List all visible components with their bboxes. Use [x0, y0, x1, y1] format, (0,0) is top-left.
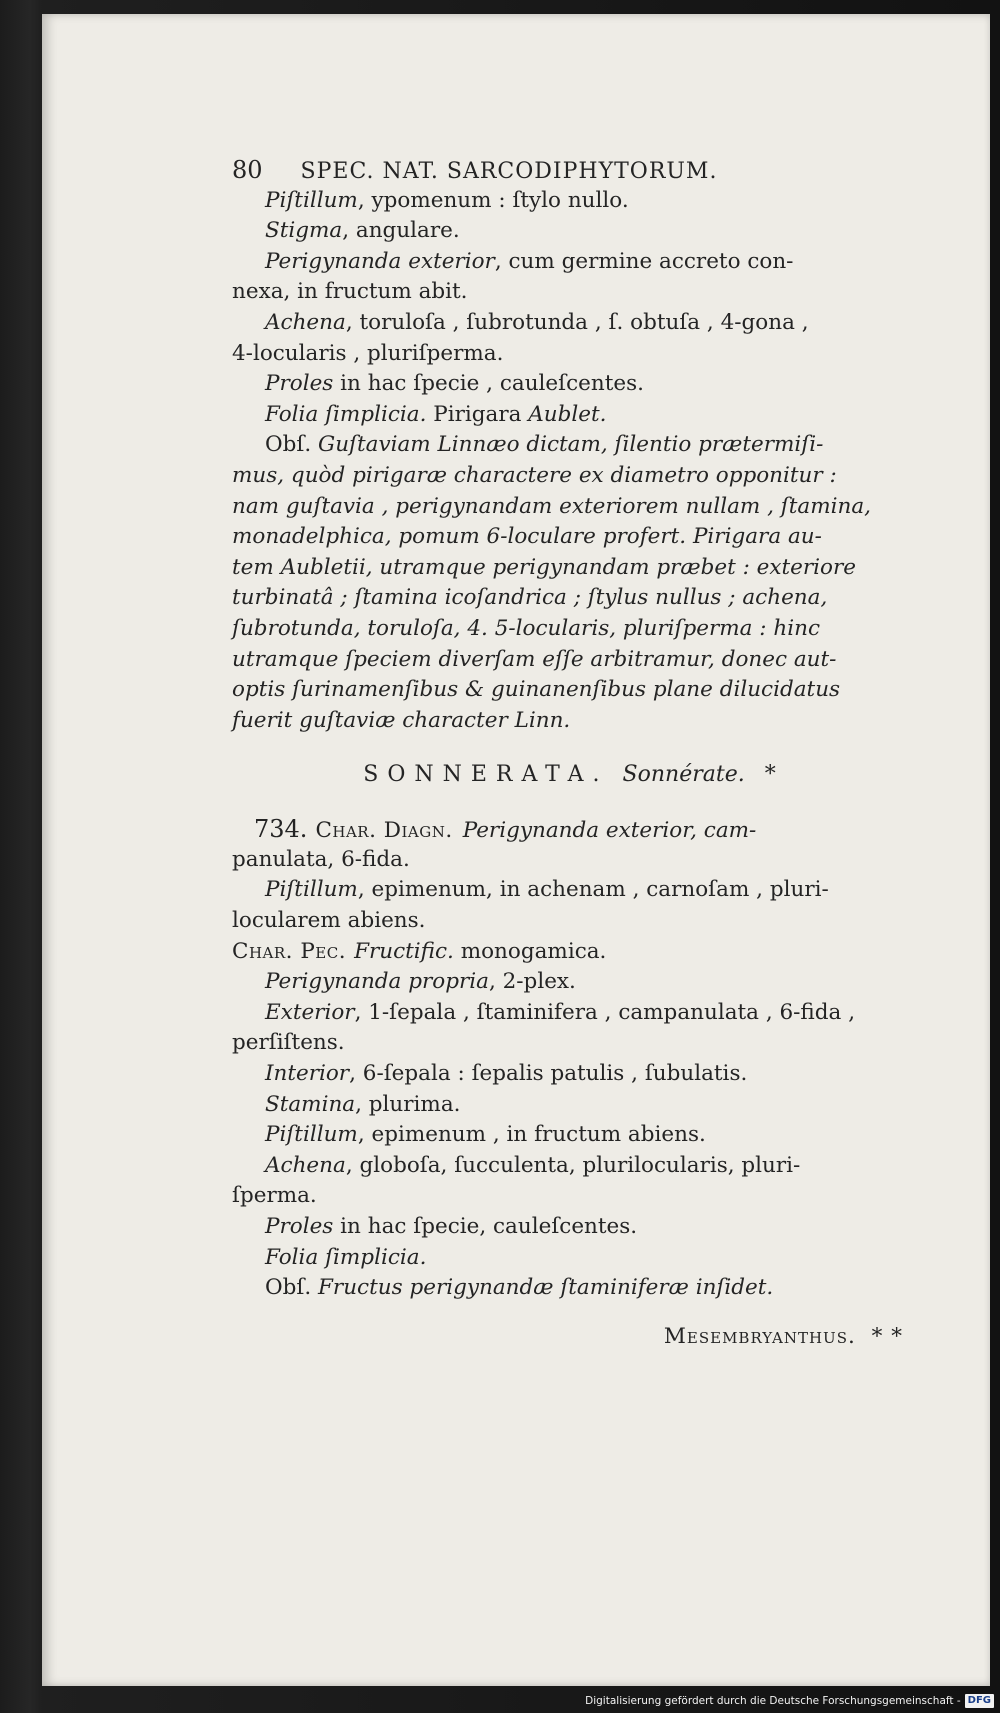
text-line: ſperma. — [232, 1183, 317, 1209]
next-genus-name: Mesembryanthus. — [663, 1323, 856, 1349]
obs-text: mus, quòd pirigaræ charactere ex diametro opponitur : — [232, 462, 837, 488]
term: Interior — [265, 1061, 350, 1087]
char-pec: Char. Pec. — [232, 938, 347, 964]
obs-text: turbinatâ ; ſtamina icoſandrica ; ſtylus nullus ; achena, — [232, 585, 828, 611]
obs-text: nam guſtavia , perigynandam exteriorem nullam , ſtamina, — [232, 493, 871, 519]
term: Folia ſimplicia. — [265, 1244, 427, 1270]
obs-text: optis ſurinamenſibus & guinanenſibus plane dilucidatus — [232, 677, 841, 703]
text: in hac ſpecie, cauleſcentes. — [333, 1214, 638, 1239]
text: , globoſa, ſucculenta, plurilocularis, pluri- — [345, 1152, 801, 1178]
digitization-footer — [580, 1692, 994, 1710]
term: Perigynanda exterior — [265, 248, 495, 274]
text: , toruloſa , ſubrotunda , ſ. obtuſa , 4-gona , — [345, 309, 809, 335]
obs-text: Guſtaviam Linnæo dictam, ſilentio prætermiſi- — [318, 432, 824, 458]
text: , epimenum, in achenam , carnoſam , pluri- — [357, 877, 829, 903]
obs-label: Obſ. — [265, 432, 319, 458]
next-genus-marks: * * — [871, 1323, 903, 1349]
text: , ypomenum : ſtylo nullo. — [357, 187, 629, 213]
next-genus — [232, 1322, 907, 1353]
term: Folia ſimplicia. — [265, 401, 427, 427]
term: Piſtillum — [265, 877, 358, 903]
term: Proles — [265, 371, 334, 397]
obs-label: Obſ. — [265, 1275, 319, 1301]
obs-text: monadelphica, pomum 6-loculare profert. Pirigara au- — [232, 524, 822, 550]
term: Proles — [265, 1214, 334, 1239]
genus-name: SONNERATA. — [363, 762, 609, 788]
obs-text: Fructus perigynandæ ſtaminiferæ inſidet. — [318, 1275, 774, 1301]
text: in hac ſpecie , cauleſcentes. — [333, 371, 644, 397]
text: , epimenum , in fructum abiens. — [357, 1122, 706, 1148]
running-title: SPEC. NAT. SARCODIPHYTORUM. — [300, 159, 718, 184]
text: , cum germine accreto con- — [494, 248, 794, 274]
term: Perigynanda exterior, cam- — [462, 818, 757, 844]
text-line: locularem abiens. — [232, 908, 426, 934]
term: Achena — [265, 1152, 346, 1178]
obs-text: utramque ſpeciem diverſam eſſe arbitramur, donec aut- — [232, 646, 837, 672]
page-text — [232, 155, 907, 1352]
char-diagn: Char. Diagn. — [315, 818, 453, 844]
running-head — [232, 155, 907, 186]
dfg-logo: DFG — [965, 1694, 994, 1708]
author: Aublet. — [528, 401, 607, 427]
obs-text: tem Aubletii, utramque perigynandam præbet : exteriore — [232, 554, 856, 580]
footer-text: Digitalisierung gefördert durch die Deutsche Forschungsgemeinschaft - — [585, 1695, 961, 1707]
page-number: 80 — [232, 156, 263, 184]
term: Fructific. — [354, 938, 454, 964]
term: Exterior — [265, 999, 355, 1025]
term: Stamina — [265, 1091, 356, 1117]
obs-text: ſubrotunda, toruloſa, 4. 5-locularis, pluriſperma : hinc — [232, 615, 820, 641]
text: , plurima. — [355, 1091, 461, 1117]
term: Perigynanda propria — [265, 969, 489, 995]
term: Piſtillum — [265, 1122, 358, 1148]
genus-heading — [232, 754, 907, 796]
text: monogamica. — [453, 938, 607, 964]
term: Stigma — [265, 218, 343, 244]
obs-text: fuerit guſtaviæ character Linn. — [232, 707, 571, 733]
species-number: 734. — [254, 815, 308, 844]
text: , angulare. — [342, 218, 460, 244]
text: , 1-ſepala , ſtaminifera , campanulata , 6-fida , — [354, 999, 856, 1025]
genus-mark: * — [764, 762, 776, 788]
term: Piſtillum — [265, 187, 358, 213]
genus-vernacular: Sonnérate. — [622, 762, 745, 788]
text: , 2-plex. — [488, 969, 576, 995]
text-line: perſiſtens. — [232, 1030, 345, 1056]
text: Pirigara — [426, 401, 529, 427]
text-line: 4-locularis , pluriſperma. — [232, 340, 504, 366]
text: , 6-ſepala : ſepalis patulis , ſubulatis. — [349, 1061, 748, 1087]
text-line: panulata, 6-fida. — [232, 846, 410, 872]
text-line: nexa, in fructum abit. — [232, 279, 468, 305]
term: Achena — [265, 309, 346, 335]
